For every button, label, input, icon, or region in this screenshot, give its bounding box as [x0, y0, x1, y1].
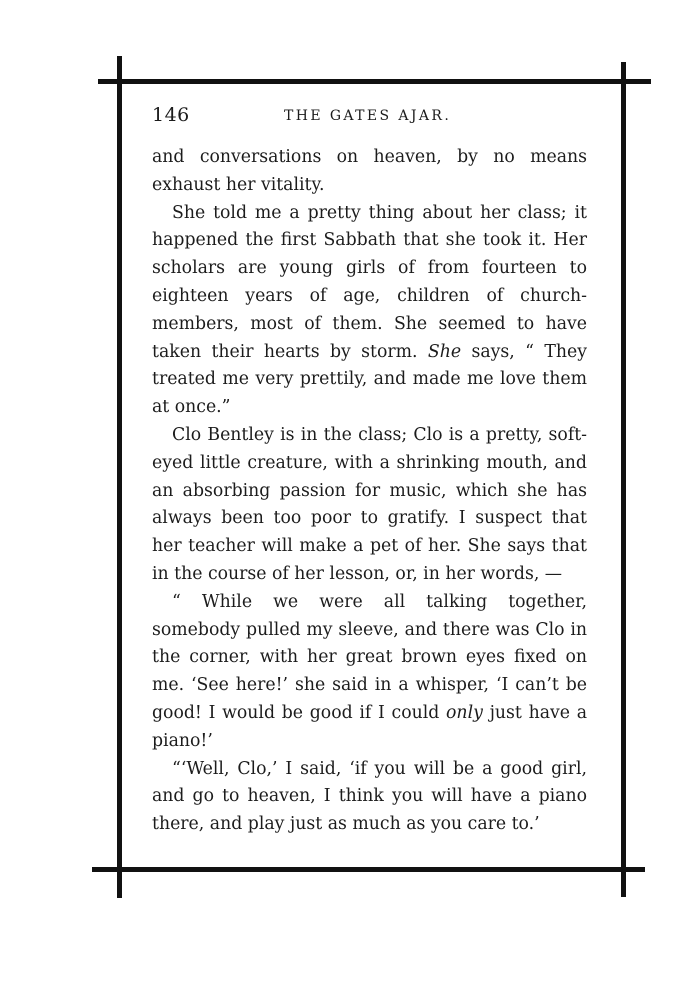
paragraph-text: just have a piano!’ — [152, 702, 587, 751]
paragraph-text: She told me a pretty thing about her class; it happened the first Sabbath that she took it. Her scholars are young girls of from fourteen to eighteen years of age, children of church-members, most of them. She seemed to have taken their hearts by storm. — [152, 202, 587, 362]
paragraph-quote-piano — [152, 589, 587, 756]
page-body — [152, 144, 587, 839]
left-border-rule — [117, 56, 122, 898]
page-number: 146 — [152, 104, 190, 126]
paragraph-continuation: and conversations on heaven, by no means exhaust her vitality. — [152, 147, 587, 195]
paragraph-quote-reply: “‘Well, Clo,’ I said, ‘if you will be a good girl, and go to heaven, I think you will have a piano there, and play just as much as you care to.’ — [152, 758, 587, 835]
emphasized-word: only — [446, 702, 483, 723]
paragraph-text: says, “ They treated me very prettily, and made me love them at once.” — [152, 341, 587, 418]
right-border-rule — [621, 62, 626, 897]
paragraph-text: “ While we were all talking together, somebody pulled my sleeve, and there was Clo in the corner, with her great brown eyes fixed on me. ‘See here!’ she said in a whisper, ‘I can’t be good! I would be good if I could — [152, 591, 587, 723]
emphasized-word: She — [427, 341, 462, 362]
running-head — [152, 104, 587, 132]
bottom-border-rule — [92, 867, 645, 872]
paragraph-clo-bentley: Clo Bentley is in the class; Clo is a pretty, soft-eyed little creature, with a shrinking mouth, and an absorbing passion for music, which she has always been too poor to gratify. I suspect that her teacher will make a pet of her. She says that in the course of her lesson, or, in her words, — — [152, 424, 587, 584]
top-border-rule — [98, 79, 651, 84]
running-title: THE GATES AJAR. — [284, 108, 452, 124]
paragraph-class-story — [152, 200, 587, 422]
